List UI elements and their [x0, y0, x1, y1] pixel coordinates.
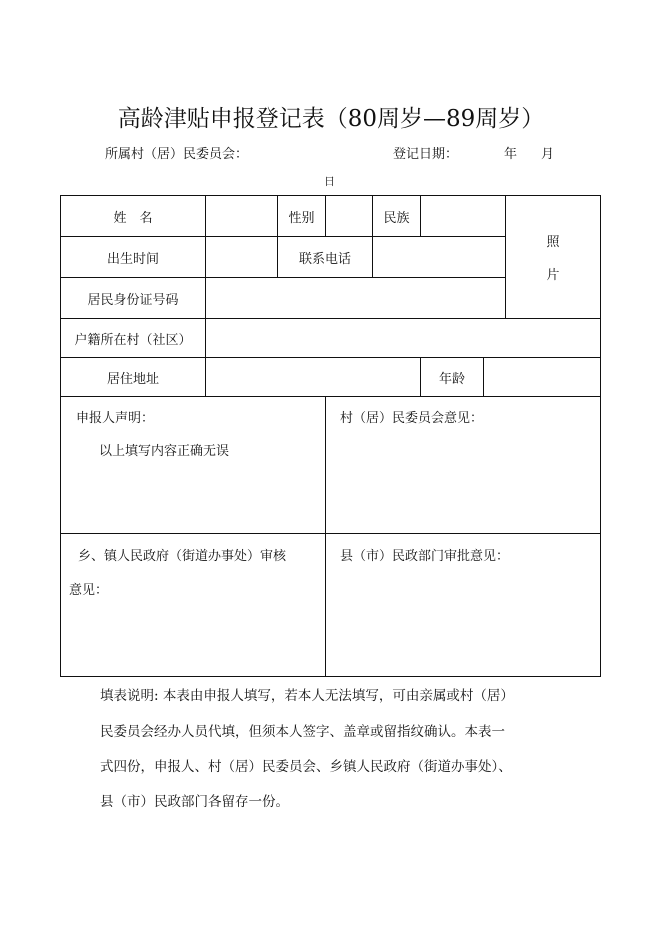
- id-field[interactable]: [205, 277, 506, 319]
- village-opinion-box[interactable]: [325, 396, 601, 534]
- declaration-box[interactable]: [60, 396, 326, 534]
- town-opinion-label-1: 乡、镇人民政府（街道办事处）审核: [78, 549, 287, 564]
- committee-label: 所属村（居）民委员会：: [105, 147, 249, 162]
- note-line: 填表说明: 本表由申报人填写，若本人无法填写，可由亲属或村（居）: [100, 688, 514, 704]
- birth-label: 出生时间: [60, 236, 206, 278]
- photo-label-1: 照: [546, 235, 560, 250]
- ethnicity-label: 民族: [372, 195, 421, 237]
- declaration-text: 以上填写内容正确无误: [99, 444, 230, 459]
- year-label: 年: [504, 147, 518, 162]
- age-field[interactable]: [483, 357, 601, 397]
- photo-box[interactable]: [505, 195, 601, 319]
- age-label: 年龄: [420, 357, 484, 397]
- town-opinion-box[interactable]: [60, 533, 326, 677]
- declaration-label: 申报人声明：: [76, 411, 155, 426]
- gender-field[interactable]: [325, 195, 373, 237]
- note-line: 式四份，申报人、村（居）民委员会、乡镇人民政府（街道办事处）、: [100, 759, 512, 775]
- address-field[interactable]: [205, 357, 421, 397]
- phone-field[interactable]: [372, 236, 506, 278]
- note-line: 县（市）民政部门各留存一份。: [100, 794, 289, 810]
- town-opinion-label-2: 意见：: [69, 583, 109, 598]
- ethnicity-field[interactable]: [420, 195, 506, 237]
- name-label: 姓 名: [60, 195, 206, 237]
- id-label: 居民身份证号码: [60, 277, 206, 319]
- address-label: 居住地址: [60, 357, 206, 397]
- month-label: 月: [541, 147, 555, 162]
- day-label: 日: [324, 175, 335, 188]
- name-field[interactable]: [205, 195, 278, 237]
- county-opinion-box[interactable]: [325, 533, 601, 677]
- birth-field[interactable]: [205, 236, 278, 278]
- page-title: 高龄津贴申报登记表（80周岁—89周岁）: [117, 106, 545, 132]
- note-line: 民委员会经办人员代填，但须本人签字、盖章或留指纹确认。本表一: [100, 724, 505, 740]
- household-label: 户籍所在村（社区）: [60, 318, 206, 358]
- gender-label: 性别: [277, 195, 326, 237]
- village-opinion-label: 村（居）民委员会意见：: [340, 411, 484, 426]
- county-opinion-label: 县（市）民政部门审批意见：: [340, 549, 510, 564]
- phone-label: 联系电话: [277, 236, 373, 278]
- household-field[interactable]: [205, 318, 601, 358]
- photo-label-2: 片: [546, 268, 560, 283]
- date-label: 登记日期：: [393, 147, 459, 162]
